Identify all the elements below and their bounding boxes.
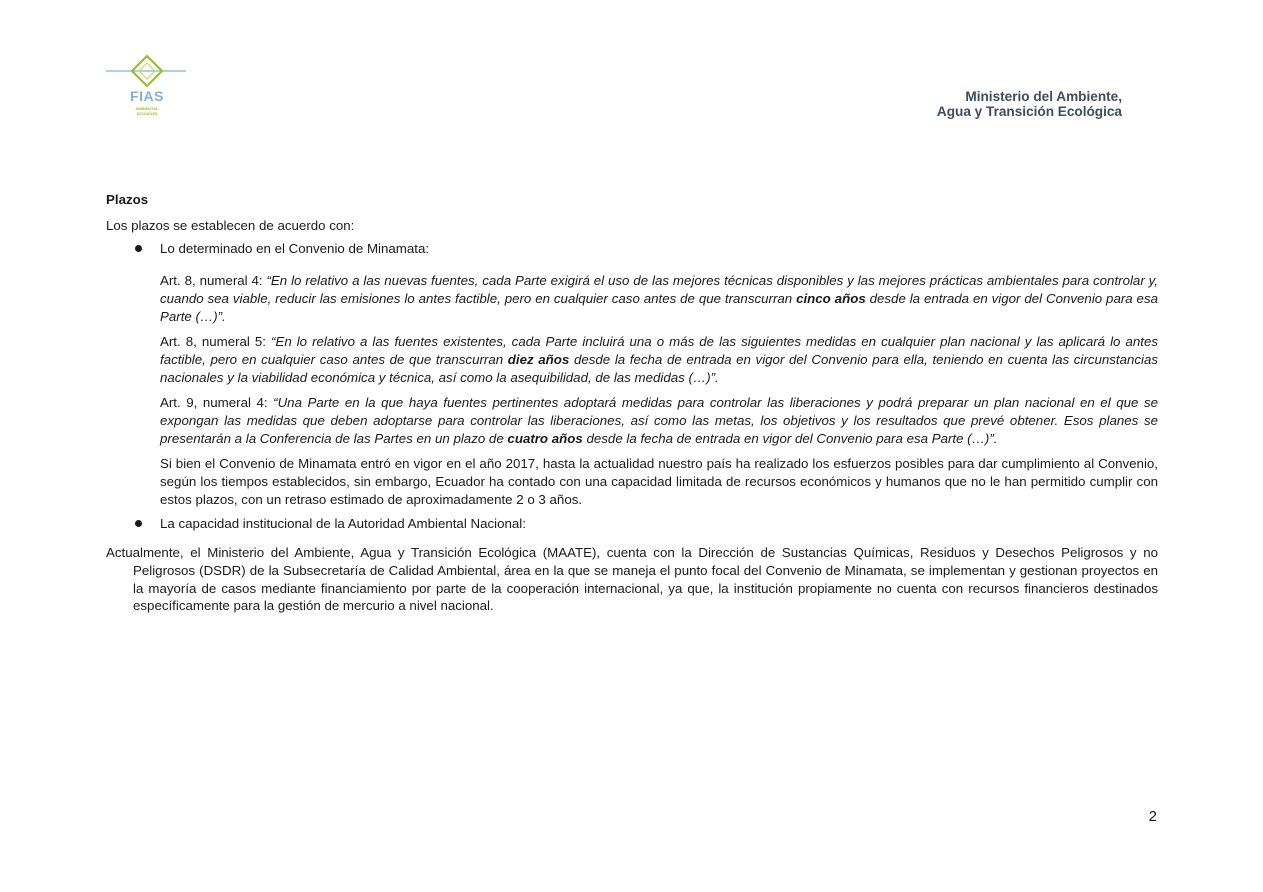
logo-subtitle: AMBIENTAL ECUADOR <box>135 106 159 116</box>
article-8-5: Art. 8, numeral 5: “En lo relativo a las fuentes existentes, cada Parte incluirá una o más de las siguientes medidas en cualquier plan nacional y las aplicará lo antes factible, pero en cualquier caso antes de que transcurran diez años desde la fecha de entrada en vigor del Convenio para ella, teniendo en cuenta las circunstancias nacionales y la viabilidad económica y técnica, así como la asequibilidad, de las medidas (…)”. <box>160 334 1159 385</box>
article-9-4: Art. 9, numeral 4: “Una Parte en la que haya fuentes pertinentes adoptará medidas para controlar las liberaciones y podrá preparar un plan nacional en el que se expongan las medidas que deben adoptarse para controlar las liberaciones, así como las metas, los objetivos y los resultados que prevé obtener. Esos planes se presentarán a la Conferencia de las Partes en un plazo de cuatro años desde la fecha de entrada en vigor del Convenio para esa Parte (…)”. <box>160 395 1159 446</box>
bullet-text: Lo determinado en el Convenio de Minamata: <box>160 241 430 257</box>
bullet-icon <box>135 520 142 527</box>
logo-name: FIAS <box>130 88 164 104</box>
fias-logo <box>104 54 190 128</box>
intro-paragraph: Los plazos se establecen de acuerdo con: <box>106 217 355 233</box>
bullet-icon <box>135 245 142 252</box>
page-number: 2 <box>1148 808 1157 825</box>
bullet-text: La capacidad institucional de la Autoridad Ambiental Nacional: <box>160 515 526 531</box>
article-8-4: Art. 8, numeral 4: “En lo relativo a las nuevas fuentes, cada Parte exigirá el uso de las mejores técnicas disponibles y las mejores prácticas ambientales para controlar y, cuando sea viable, reducir las emisiones lo antes factible, pero en cualquier caso antes de que transcurran cinco años desde la entrada en vigor del Convenio para esa Parte (…)”. <box>160 273 1158 324</box>
minamata-note-paragraph: Si bien el Convenio de Minamata entró en vigor en el año 2017, hasta la actualidad nuestro país ha realizado los esfuerzos posibles para dar cumplimiento al Convenio, según los tiempos establecidos, sin embargo, Ecuador ha contado con una capacidad limitada de recursos económicos y humanos que no le han permitido cumplir con estos plazos, con un retraso estimado de aproximadamente 2 o 3 años. <box>160 456 1158 507</box>
ministry-line-2: Agua y Transición Ecológica <box>936 104 1122 119</box>
bullet-item-capacidad <box>106 515 1158 533</box>
final-paragraph: Actualmente, el Ministerio del Ambiente, Agua y Transición Ecológica (MAATE), cuenta con la Dirección de Sustancias Químicas, Residuos y Desechos Peligrosos y no Peligrosos (DSDR) de la Subsecretaría de Calidad Ambiental, área en la que se maneja el punto focal del Convenio de Minamata, se implementan y gestionan proyectos en la mayoría de casos mediante financiamiento por parte de la cooperación internacional, ya que, la institución propiamente no cuenta con recursos financieros destinados específicamente para la gestión de mercurio a nivel nacional. <box>106 545 1158 614</box>
ministry-logo-text <box>880 89 1122 119</box>
ministry-line-1: Ministerio del Ambiente, <box>965 89 1122 104</box>
section-title: Plazos <box>106 192 149 207</box>
document-body <box>106 191 1158 615</box>
bullet-item-convenio <box>106 240 1158 258</box>
